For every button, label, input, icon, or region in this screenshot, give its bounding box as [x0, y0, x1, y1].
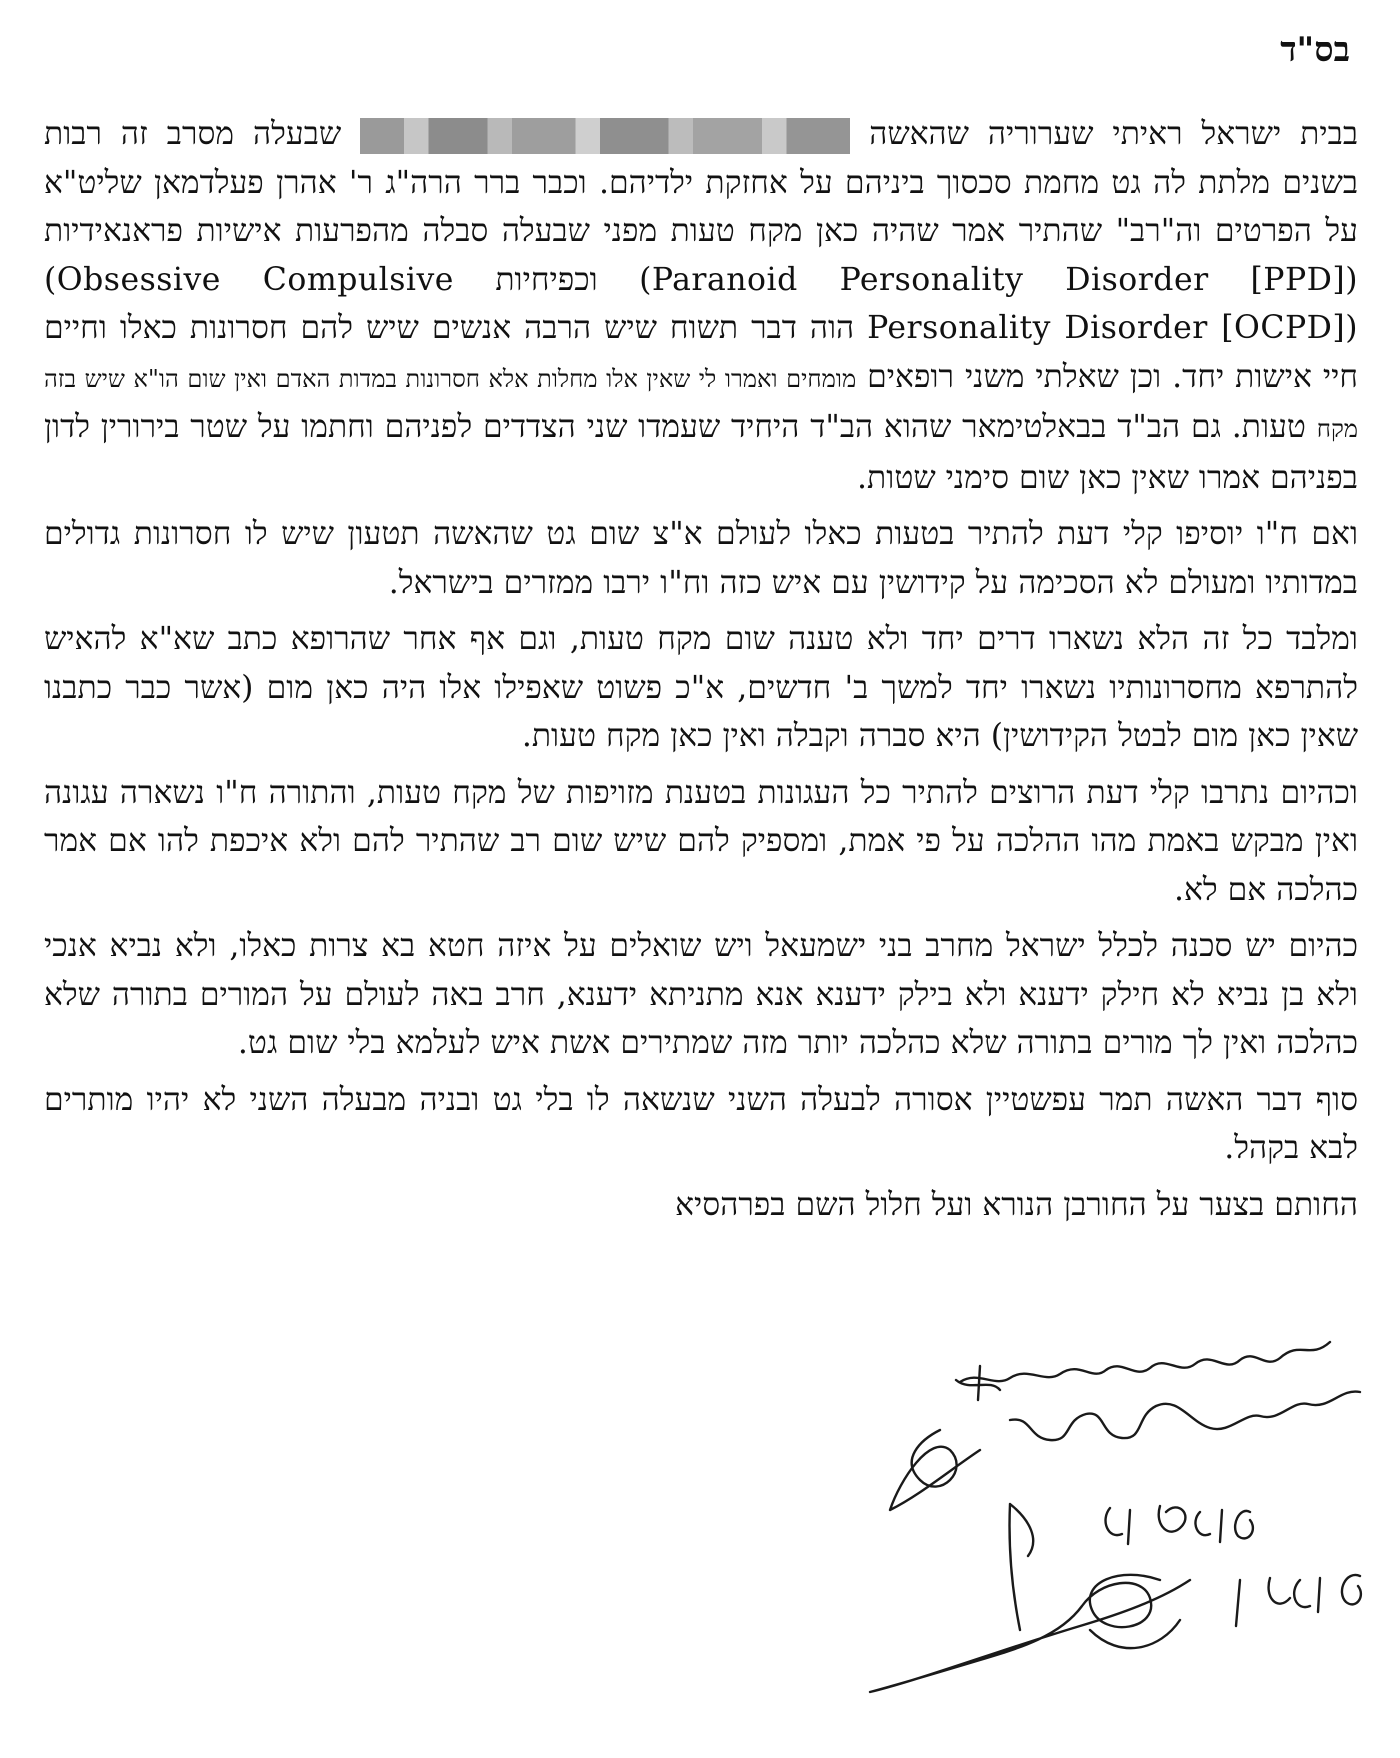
- paragraph-2: ואם ח"ו יוסיפו קלי דעת להתיר בטעות כאלו לעולם א"צ שום גט שהאשה תטעון שיש לו חסרונות גדולים במדותיו ומעולם לא הסכימה על קידושין עם איש כזה וח"ו ירבו ממזרים בישראל.: [44, 516, 1358, 601]
- small-print-line: מומחים ואמרו לי שאין אלו מחלות אלא חסרונות במדות האדם ואין שום הו"א שיש בזה מקח: [44, 364, 1359, 443]
- paragraph-1-end: טעות. גם הב"ד בבאלטימאר שהוא הב"ד היחיד שעמדו שני הצדדים לפניהם וחתמו על שטר בירורין לדון בפניהם אמרו שאין כאן שום סימני שטות.: [44, 409, 1358, 496]
- handwritten-signatures: [860, 1330, 1380, 1730]
- conjunction-text: וכפיחיות: [495, 261, 598, 298]
- after-ocpd-text: הוה דבר תשוח שיש הרבה אנשים שיש להם חסרונות כאלו וחיים חיי אישות יחד. וכן שאלתי משני רופאים: [44, 310, 1359, 395]
- ocpd-term: (Obsessive Compulsive Personality Disorder [OCPD]): [44, 261, 1358, 346]
- closing-line: החותם בצער על החורבן הנורא ועל חלול השם בפרהסיא: [675, 1186, 1358, 1223]
- header-mark: בס"ד: [1280, 30, 1350, 70]
- paragraph-1: [44, 110, 1358, 502]
- signature-3: [1009, 1504, 1252, 1630]
- letter-body: [44, 110, 1358, 1237]
- signature-2: [890, 1392, 1360, 1510]
- paragraph-5: כהיום יש סכנה לכלל ישראל מחרב בני ישמעאל ויש שואלים על איזה חטא בא צרות כאלו, ולא נביא אנכי ולא בן נביא לא חילק ידענא ולא בילק ידענא אנא מתניתא ידענא, חרב באה לעולם על המורים בתורה שלא כהלכה ואין לך מורים בתורה שלא כהלכה יותר מזה שמתירים אשת איש לעלמא בלי שום גט.: [44, 928, 1358, 1061]
- paragraph-3: ומלבד כל זה הלא נשארו דרים יחד ולא טענה שום מקח טעות, וגם אף אחר שהרופא כתב שא"א להאיש להתרפא מחסרונותיו נשארו יחד למשך ב' חדשים, א"כ פשוט שאפילו אלו היה כאן מום (אשר כבר כתבנו שאין כאן מום לבטל הקידושין) היא סברה וקבלה ואין כאן מקח טעות.: [44, 621, 1358, 754]
- signatures-drawing: [860, 1330, 1380, 1730]
- paragraph-6: סוף דבר האשה תמר עפשטיין אסורה לבעלה השני שנשאה לו בלי גט ובניה מבעלה השני לא יהיו מותרים לבא בקהל.: [44, 1081, 1358, 1166]
- redacted-name: [360, 118, 850, 154]
- signature-1: [956, 1342, 1330, 1400]
- intro-text: בבית ישראל ראיתי שערוריה שהאשה: [869, 116, 1359, 152]
- intro-continuation: שבעלה מסרב זה רבות בשנים מלתת לה גט מחמת סכסוך ביניהם על אחזקת ילדיהם. וכבר ברר הרה"ג ר' אהרן פעלדמאן שליט"א על הפרטים וה"רב" שהתיר אמר שהיה כאן מקח טעות מפני שבעלה סבלה מהפרעות אישיות פראנאידיות: [44, 116, 1358, 249]
- signature-4: [870, 1575, 1361, 1692]
- ppd-term: (Paranoid Personality Disorder [PPD]): [639, 261, 1359, 298]
- paragraph-4: וכהיום נתרבו קלי דעת הרוצים להתיר כל העגונות בטענת מזויפות של מקח טעות, והתורה ח"ו נשארה עגונה ואין מבקש באמת מהו ההלכה על פי אמת, ומספיק להם שיש שום רב שהתיר להם ולא איכפת להו אם אמר כהלכה אם לא.: [44, 774, 1358, 908]
